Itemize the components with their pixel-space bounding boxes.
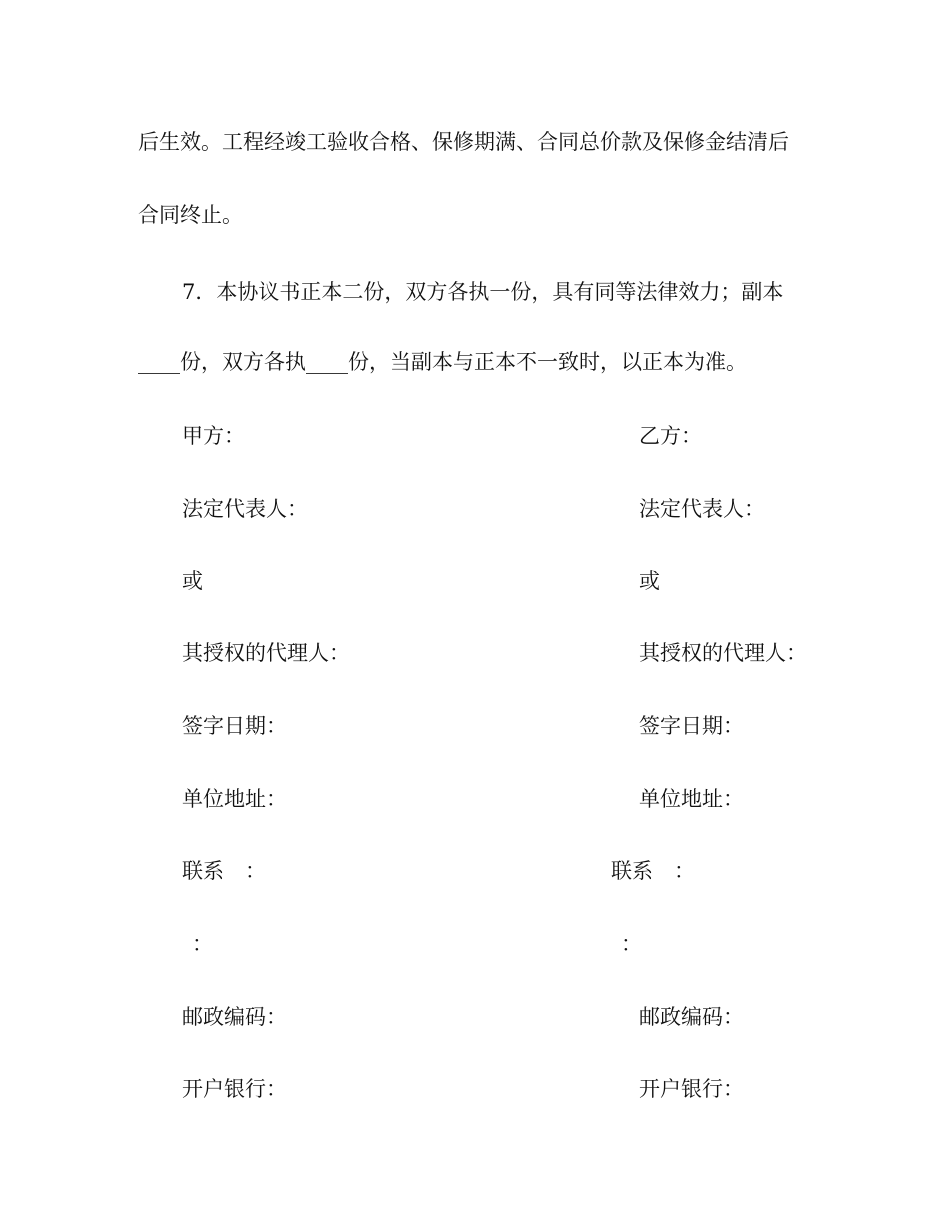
party-b-contact-label: 联系 ： [611,859,695,883]
party-a-address-label: 单位地址： [182,787,287,811]
clause-7-line: ____份，双方各执____份，当副本与正本不一致时，以正本为准。 [138,350,747,374]
party-b-bank-label: 开户银行： [639,1077,744,1101]
party-a-label: 甲方： [182,424,245,448]
party-b-colon-label: ： [621,932,642,956]
party-b-sign-date-label: 签字日期： [639,714,744,738]
paragraph-line: 后生效。工程经竣工验收合格、保修期满、合同总价款及保修金结清后 [138,130,789,154]
party-a-sign-date-label: 签字日期： [182,714,287,738]
paragraph-line: 合同终止。 [138,203,243,227]
party-b-agent-label: 其授权的代理人： [639,641,807,665]
party-b-label: 乙方： [639,424,702,448]
party-a-contact-label: 联系 ： [182,859,266,883]
party-a-or-label: 或 [182,569,203,593]
party-b-postcode-label: 邮政编码： [639,1005,744,1029]
party-a-colon-label: ： [192,932,213,956]
clause-7-line: 7．本协议书正本二份，双方各执一份，具有同等法律效力；副本 [182,280,784,304]
party-a-legal-rep-label: 法定代表人： [182,497,308,521]
party-a-agent-label: 其授权的代理人： [182,641,350,665]
party-b-legal-rep-label: 法定代表人： [639,497,765,521]
party-b-or-label: 或 [639,569,660,593]
party-a-bank-label: 开户银行： [182,1077,287,1101]
party-a-postcode-label: 邮政编码： [182,1005,287,1029]
party-b-address-label: 单位地址： [639,787,744,811]
